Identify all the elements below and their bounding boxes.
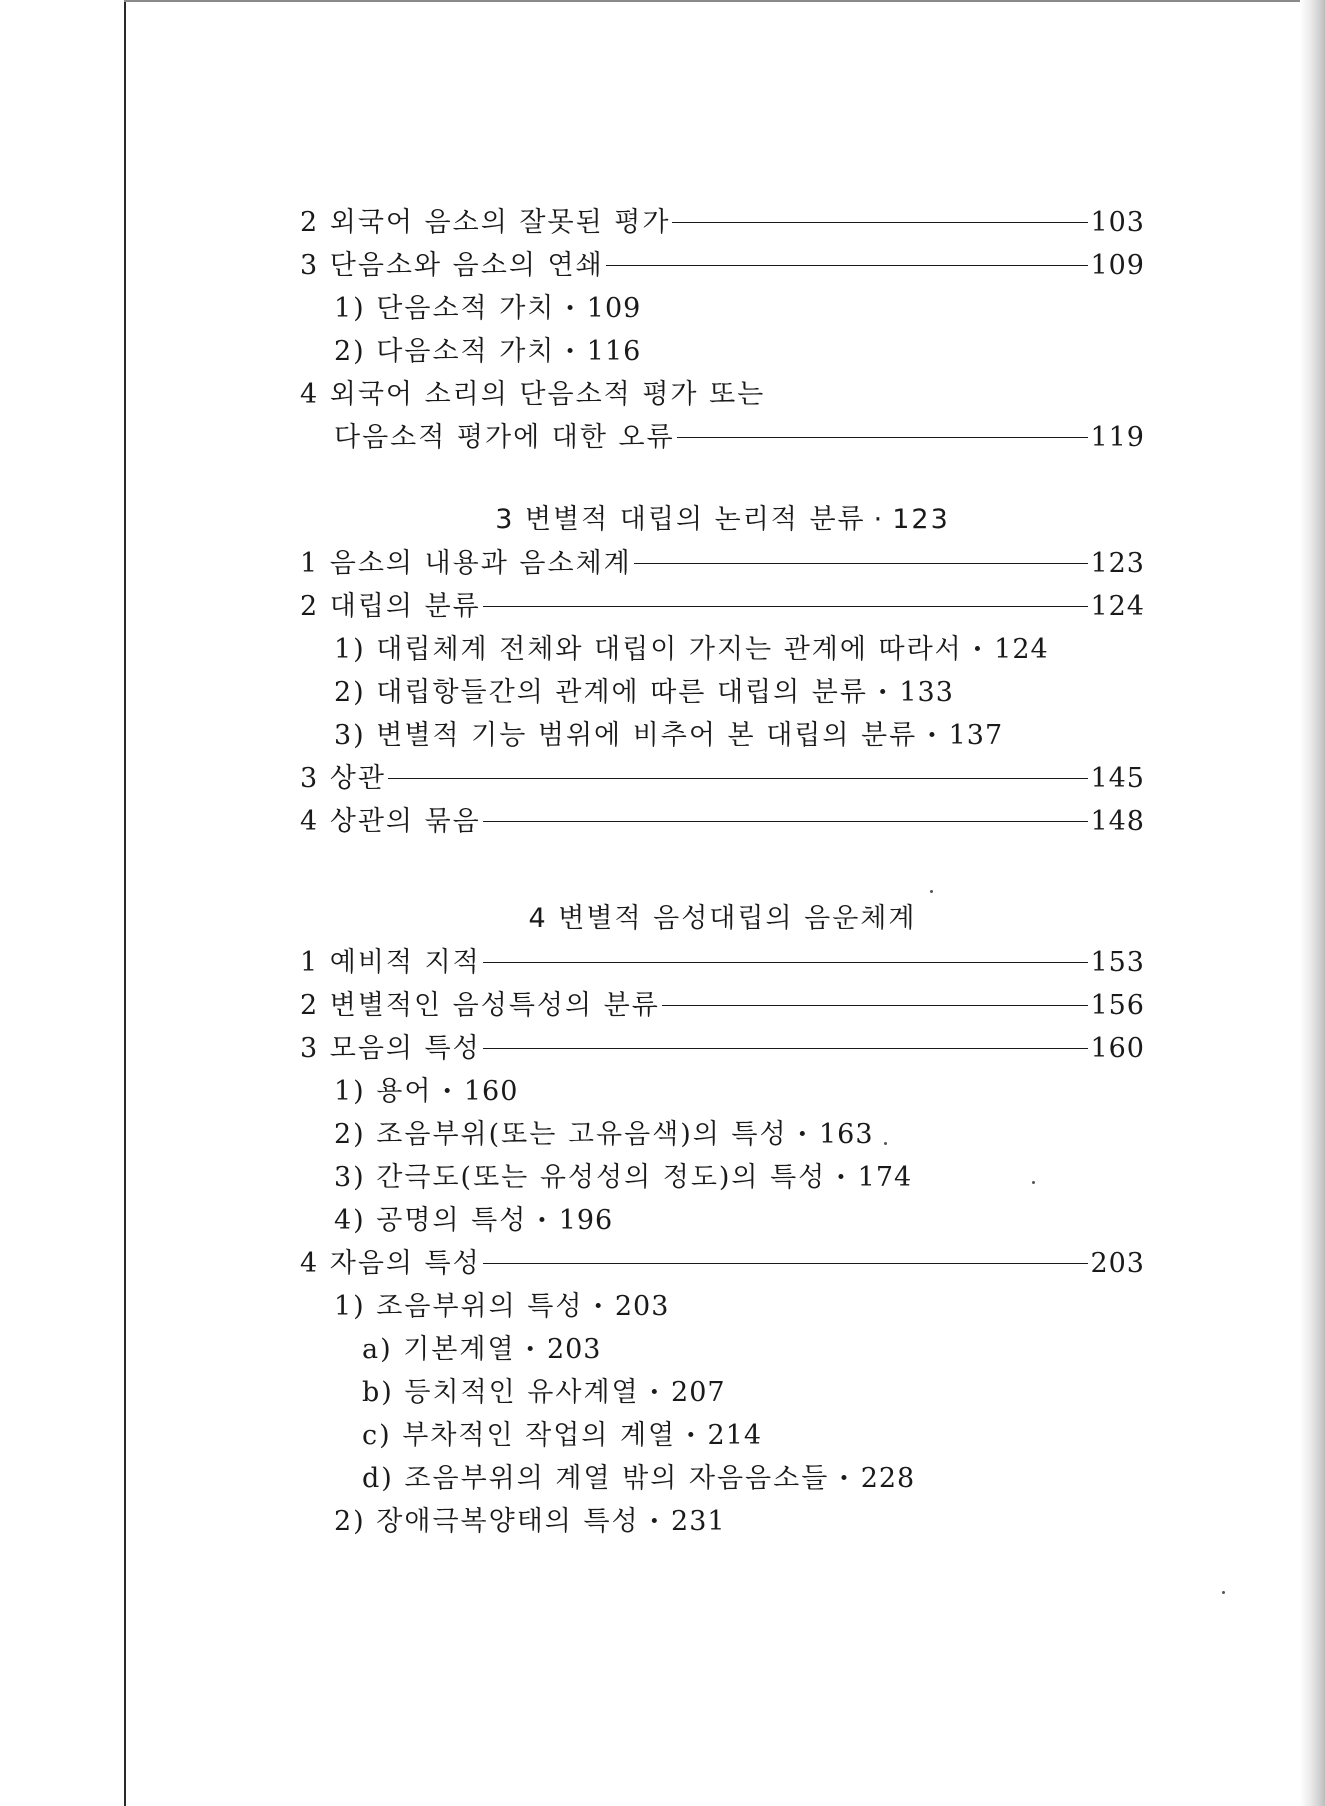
toc-entry (300, 1155, 1145, 1198)
toc-entry (300, 1241, 1145, 1284)
leader-line (483, 606, 1089, 607)
toc-subentry (334, 1112, 874, 1151)
separator-dot: · (537, 1205, 549, 1236)
toc-entry-title: 3 단음소와 음소의 연쇄 (300, 250, 604, 281)
toc-entry (300, 1456, 1145, 1499)
separator-dot: · (877, 677, 890, 708)
toc-entry-page: 160 (463, 1076, 519, 1107)
section-3-items (300, 541, 1145, 842)
toc-entry (300, 584, 1145, 627)
section-3-heading (300, 498, 1145, 541)
toc-entry-title: 2 변별적인 음성특성의 분류 (300, 990, 660, 1021)
scan-speck (1222, 1591, 1225, 1594)
toc-subentry (334, 286, 641, 325)
toc-entry-page: 124 (994, 634, 1049, 665)
toc-subentry (334, 1198, 613, 1237)
scan-speck (930, 890, 933, 893)
leader-line (672, 222, 1088, 223)
toc-entry-page: 207 (671, 1377, 726, 1408)
toc-entry-title: 1) 대립체계 전체와 대립이 가지는 관계에 따라서 (334, 634, 963, 665)
section-3-heading-title: 3 변별적 대립의 논리적 분류 (495, 504, 866, 535)
toc-entry-page: 116 (586, 336, 642, 367)
toc-entry (300, 541, 1145, 584)
toc-entry-title: 1) 용어 (334, 1076, 433, 1107)
section-2-tail (300, 200, 1145, 458)
toc-entry-page: 214 (707, 1420, 763, 1451)
toc-entry-page: 203 (546, 1334, 602, 1365)
toc-subentry (362, 1413, 762, 1452)
toc-subentry (334, 627, 1049, 666)
toc-entry-title: 4 자음의 특성 (300, 1248, 481, 1279)
toc-entry-page: 124 (1090, 591, 1145, 622)
toc-entry-title: c) 부차적인 작업의 계열 (362, 1420, 677, 1451)
toc-entry-page: 109 (586, 293, 642, 324)
separator-dot: · (972, 634, 985, 665)
heading-separator-dot: · (873, 504, 885, 535)
toc-subentry (334, 329, 641, 368)
toc-entry-page: 228 (860, 1463, 916, 1494)
toc-entry-title: 1 예비적 지적 (300, 947, 481, 978)
page-left-edge (124, 0, 126, 1806)
page-right-shadow (1300, 0, 1325, 1806)
toc-subentry (334, 670, 954, 709)
toc-entry (300, 713, 1145, 756)
toc-subentry (334, 1499, 726, 1538)
toc-entry-title: 1 음소의 내용과 음소체계 (300, 548, 632, 579)
table-of-contents (300, 200, 1145, 1542)
leader-line (388, 778, 1089, 779)
toc-entry-title: 3 상관 (300, 763, 386, 794)
leader-line (483, 1048, 1089, 1049)
toc-entry-page: 163 (819, 1119, 874, 1150)
toc-entry-title: 2) 다음소적 가치 (334, 336, 556, 367)
page-top-edge (124, 0, 1325, 2)
toc-entry (300, 200, 1145, 243)
toc-entry-title: a) 기본계열 (362, 1334, 516, 1365)
toc-entry-title: d) 조음부위의 계열 밖의 자음음소들 (362, 1463, 830, 1494)
section-4-items (300, 940, 1145, 1542)
toc-entry-page: 119 (1090, 422, 1145, 453)
toc-subentry (362, 1370, 726, 1409)
separator-dot: · (797, 1119, 809, 1150)
separator-dot: · (839, 1463, 851, 1494)
toc-entry (300, 940, 1145, 983)
toc-entry-page: 156 (1090, 990, 1145, 1021)
leader-line (483, 821, 1089, 822)
separator-dot: · (927, 720, 939, 751)
toc-entry (300, 670, 1145, 713)
toc-entry-title: 2) 대립항들간의 관계에 따른 대립의 분류 (334, 677, 868, 708)
toc-entry-page: 153 (1090, 947, 1145, 978)
leader-line (634, 563, 1089, 564)
toc-entry (300, 627, 1145, 670)
separator-dot: · (593, 1291, 605, 1322)
toc-entry-title: 2) 조음부위(또는 고유음색)의 특성 (334, 1119, 788, 1150)
toc-entry-title: 3) 변별적 기능 범위에 비추어 본 대립의 분류 (334, 720, 918, 751)
toc-entry (300, 1026, 1145, 1069)
scan-speck (1032, 1181, 1035, 1184)
toc-entry-page: 203 (614, 1291, 670, 1322)
separator-dot: · (649, 1506, 662, 1537)
toc-entry-page: 231 (671, 1506, 726, 1537)
toc-entry-title: 3) 간극도(또는 유성성의 정도)의 특성 (334, 1162, 827, 1193)
leader-line (677, 437, 1089, 438)
toc-entry (300, 983, 1145, 1026)
toc-entry-title: 다음소적 평가에 대한 오류 (334, 422, 675, 453)
toc-entry-title: 1) 단음소적 가치 (334, 293, 556, 324)
toc-subentry (362, 1456, 915, 1495)
toc-entry (300, 1413, 1145, 1456)
scan-speck (884, 1142, 887, 1145)
separator-dot: · (836, 1162, 848, 1193)
separator-dot: · (565, 293, 577, 324)
toc-entry (300, 1327, 1145, 1370)
leader-line (483, 962, 1089, 963)
separator-dot: · (525, 1334, 537, 1365)
toc-entry-page: 145 (1090, 763, 1145, 794)
toc-entry (300, 1284, 1145, 1327)
toc-entry-title: 1) 조음부위의 특성 (334, 1291, 584, 1322)
separator-dot: · (565, 336, 577, 367)
toc-entry-title: 2) 장애극복양태의 특성 (334, 1506, 640, 1537)
leader-line (662, 1005, 1089, 1006)
toc-entry (300, 372, 1145, 415)
toc-entry-page: 109 (1090, 250, 1145, 281)
separator-dot: · (442, 1076, 454, 1107)
section-4-heading (300, 897, 1145, 940)
toc-entry-page: 133 (899, 677, 954, 708)
toc-entry (300, 1370, 1145, 1413)
toc-entry-title: b) 등치적인 유사계열 (362, 1377, 640, 1408)
toc-entry-page: 174 (857, 1162, 913, 1193)
toc-entry-page: 148 (1090, 806, 1145, 837)
toc-entry-title: 4 외국어 소리의 단음소적 평가 또는 (300, 379, 766, 410)
toc-entry-title: 4) 공명의 특성 (334, 1205, 528, 1236)
toc-subentry (334, 1069, 518, 1108)
toc-entry (300, 1499, 1145, 1542)
toc-entry (300, 286, 1145, 329)
toc-entry (300, 329, 1145, 372)
leader-line (483, 1263, 1089, 1264)
toc-subentry (334, 1155, 912, 1194)
toc-entry-title: 2 외국어 음소의 잘못된 평가 (300, 207, 671, 238)
toc-entry-title: 4 상관의 묶음 (300, 806, 481, 837)
toc-subentry (334, 713, 1003, 752)
separator-dot: · (649, 1377, 662, 1408)
separator-dot: · (686, 1420, 698, 1451)
toc-entry-title: 2 대립의 분류 (300, 591, 481, 622)
toc-entry (300, 799, 1145, 842)
toc-entry-page: 196 (558, 1205, 614, 1236)
toc-subentry (362, 1327, 602, 1366)
toc-entry-page: 103 (1090, 207, 1145, 238)
section-4-heading-title: 4 변별적 음성대립의 음운체계 (528, 903, 917, 934)
toc-entry (300, 1198, 1145, 1241)
toc-entry-page: 160 (1090, 1033, 1145, 1064)
toc-entry (300, 756, 1145, 799)
section-3-heading-page: 123 (892, 504, 950, 535)
toc-subentry (334, 1284, 669, 1323)
toc-entry (300, 1069, 1145, 1112)
leader-line (606, 265, 1089, 266)
toc-entry-page: 203 (1090, 1248, 1145, 1279)
toc-entry-page: 137 (948, 720, 1004, 751)
toc-entry-title: 3 모음의 특성 (300, 1033, 481, 1064)
toc-entry (300, 243, 1145, 286)
toc-entry-page: 123 (1090, 548, 1145, 579)
toc-entry (300, 415, 1145, 458)
toc-entry (300, 1112, 1145, 1155)
